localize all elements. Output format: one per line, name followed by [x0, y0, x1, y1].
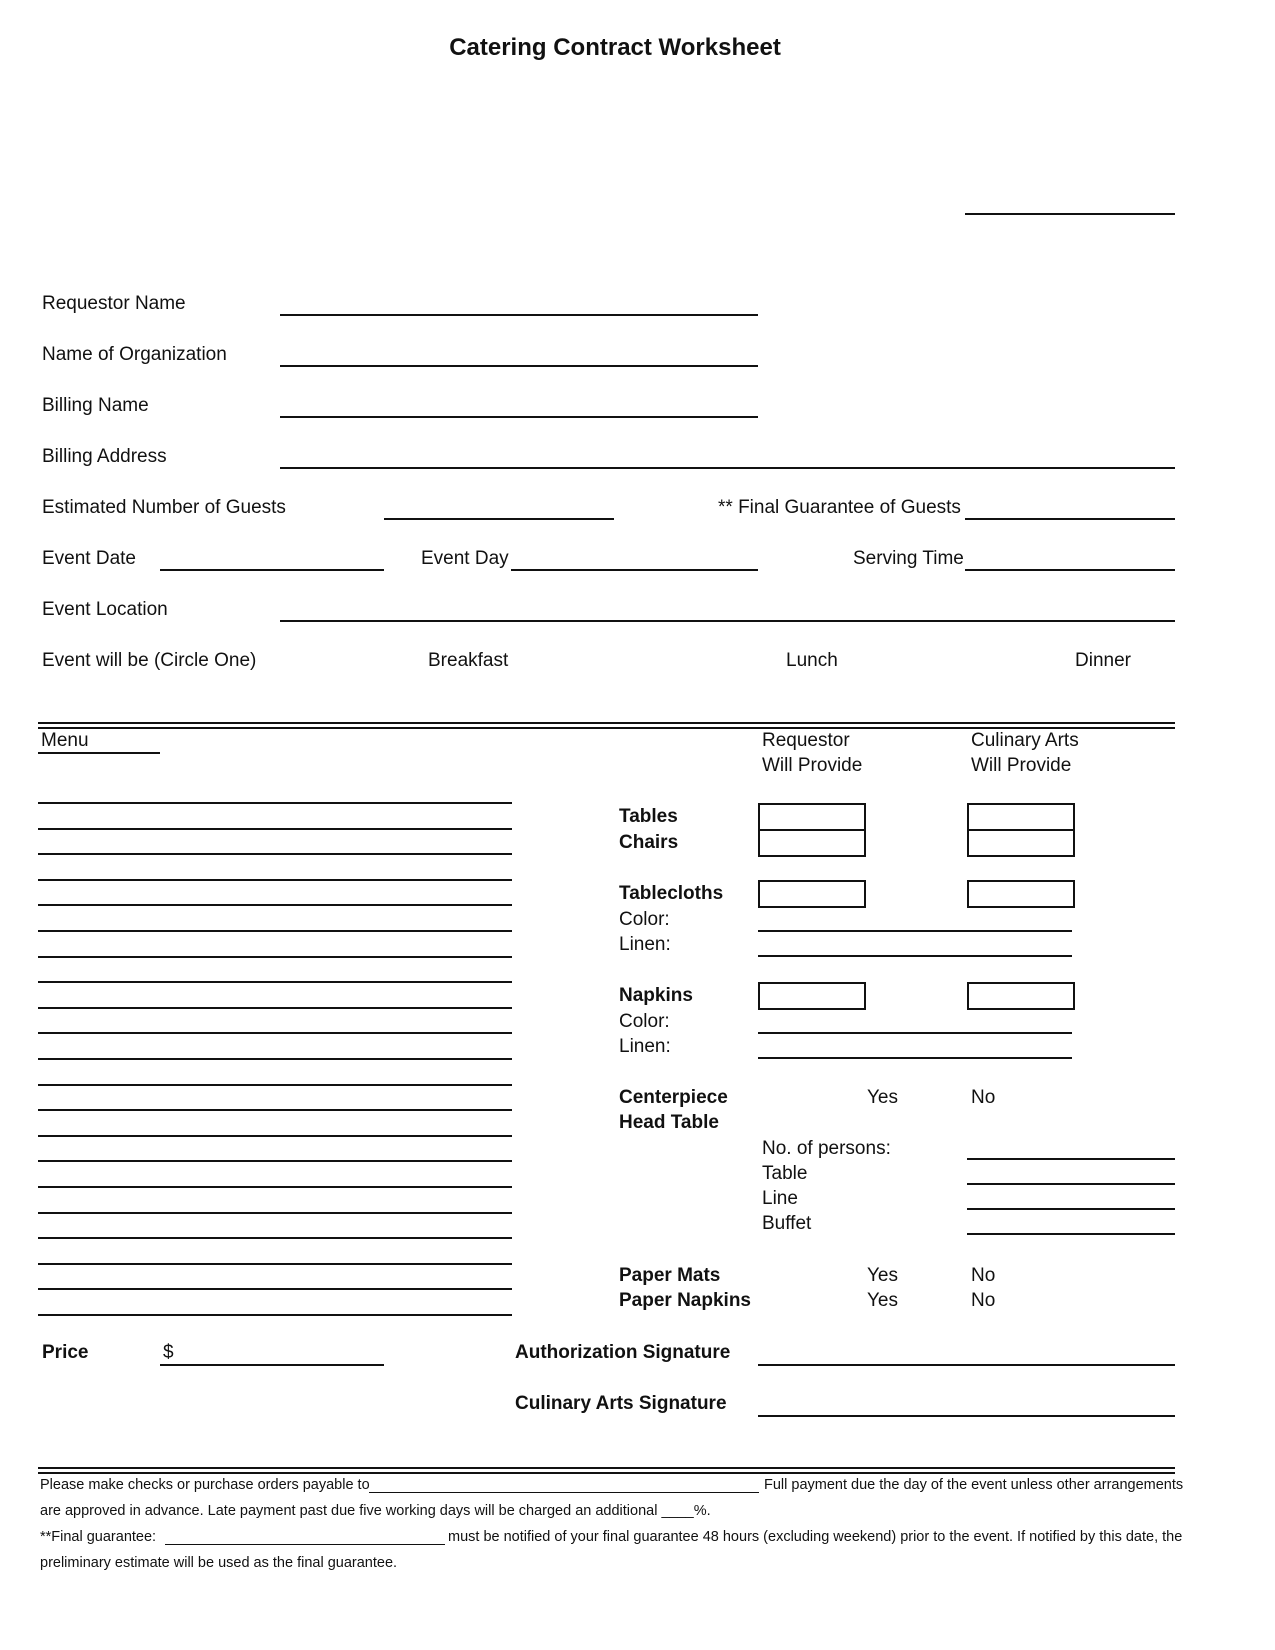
- billing-name-label: Billing Name: [42, 395, 149, 416]
- culinary-column-heading: Culinary Arts: [971, 730, 1079, 751]
- menu-entry-line[interactable]: [38, 956, 512, 958]
- chairs-requestor-box[interactable]: [758, 829, 866, 857]
- line-label: Line: [762, 1188, 798, 1209]
- estimated-guests-field[interactable]: [384, 518, 614, 520]
- menu-entry-line[interactable]: [38, 1058, 512, 1060]
- lunch-option[interactable]: Lunch: [786, 650, 838, 671]
- tablecloth-color-field[interactable]: [758, 930, 1072, 932]
- dinner-option[interactable]: Dinner: [1075, 650, 1131, 671]
- event-day-label: Event Day: [421, 548, 509, 569]
- section-divider: [38, 722, 1175, 724]
- menu-entry-line[interactable]: [38, 1109, 512, 1111]
- serving-time-label: Serving Time: [853, 548, 964, 569]
- footer-divider: [38, 1472, 1175, 1474]
- tables-culinary-box[interactable]: [967, 803, 1075, 831]
- footer-final-guarantee-label: **Final guarantee:: [40, 1529, 157, 1545]
- no-persons-field[interactable]: [967, 1158, 1175, 1160]
- section-divider: [38, 727, 1175, 729]
- chairs-label: Chairs: [619, 832, 679, 853]
- tablecloth-linen-field[interactable]: [758, 955, 1072, 957]
- chairs-culinary-box[interactable]: [967, 829, 1075, 857]
- menu-entry-line[interactable]: [38, 904, 512, 906]
- menu-entry-line[interactable]: [38, 930, 512, 932]
- top-right-blank[interactable]: [965, 213, 1175, 215]
- footer-payable-text: Please make checks or purchase orders payable to: [40, 1477, 370, 1493]
- menu-entry-line[interactable]: [38, 1084, 512, 1086]
- menu-entry-line[interactable]: [38, 1032, 512, 1034]
- tables-requestor-box[interactable]: [758, 803, 866, 831]
- billing-name-field[interactable]: [280, 416, 758, 418]
- menu-entry-line[interactable]: [38, 879, 512, 881]
- price-label: Price: [42, 1342, 89, 1363]
- paper-napkins-label: Paper Napkins: [619, 1290, 751, 1311]
- tables-label: Tables: [619, 806, 678, 827]
- napkin-linen-label: Linen:: [619, 1036, 671, 1057]
- requestor-column-heading: Will Provide: [762, 755, 863, 776]
- requestor-name-label: Requestor Name: [42, 293, 186, 314]
- paper-napkins-yes-option[interactable]: Yes: [867, 1290, 898, 1311]
- tablecloths-label: Tablecloths: [619, 883, 724, 904]
- page-title: Catering Contract Worksheet: [449, 34, 781, 61]
- footer-late-payment-text: are approved in advance. Late payment past due five working days will be charged an additional ____%.: [40, 1503, 711, 1519]
- menu-entry-line[interactable]: [38, 981, 512, 983]
- billing-address-label: Billing Address: [42, 446, 167, 467]
- menu-entry-line[interactable]: [38, 1263, 512, 1265]
- requestor-name-field[interactable]: [280, 314, 758, 316]
- menu-underline: [38, 752, 160, 754]
- event-date-label: Event Date: [42, 548, 136, 569]
- price-field[interactable]: [160, 1364, 384, 1366]
- table-field[interactable]: [967, 1183, 1175, 1185]
- authorization-signature-label: Authorization Signature: [515, 1342, 731, 1363]
- menu-entry-line[interactable]: [38, 802, 512, 804]
- menu-entry-line[interactable]: [38, 1212, 512, 1214]
- no-persons-label: No. of persons:: [762, 1138, 891, 1159]
- event-location-label: Event Location: [42, 599, 168, 620]
- breakfast-option[interactable]: Breakfast: [428, 650, 509, 671]
- napkin-color-field[interactable]: [758, 1032, 1072, 1034]
- buffet-label: Buffet: [762, 1213, 812, 1234]
- centerpiece-label: Centerpiece: [619, 1087, 728, 1108]
- culinary-signature-field[interactable]: [758, 1415, 1175, 1417]
- centerpiece-no-option[interactable]: No: [971, 1087, 996, 1108]
- napkins-requestor-box[interactable]: [758, 982, 866, 1010]
- event-day-field[interactable]: [511, 569, 758, 571]
- centerpiece-yes-option[interactable]: Yes: [867, 1087, 898, 1108]
- paper-napkins-no-option[interactable]: No: [971, 1290, 996, 1311]
- menu-entry-line[interactable]: [38, 1288, 512, 1290]
- tablecloths-requestor-box[interactable]: [758, 880, 866, 908]
- authorization-signature-field[interactable]: [758, 1364, 1175, 1366]
- menu-entry-line[interactable]: [38, 853, 512, 855]
- billing-address-field[interactable]: [280, 467, 1175, 469]
- tablecloth-linen-label: Linen:: [619, 934, 671, 955]
- paper-mats-yes-option[interactable]: Yes: [867, 1265, 898, 1286]
- line-field[interactable]: [967, 1208, 1175, 1210]
- footer-divider: [38, 1467, 1175, 1469]
- menu-entry-line[interactable]: [38, 1237, 512, 1239]
- tablecloths-culinary-box[interactable]: [967, 880, 1075, 908]
- napkins-label: Napkins: [619, 985, 693, 1006]
- head-table-label: Head Table: [619, 1112, 719, 1133]
- tablecloth-color-label: Color:: [619, 909, 670, 930]
- menu-entry-line[interactable]: [38, 828, 512, 830]
- buffet-field[interactable]: [967, 1233, 1175, 1235]
- serving-time-field[interactable]: [965, 569, 1175, 571]
- payable-to-field[interactable]: [369, 1492, 759, 1493]
- menu-entry-line[interactable]: [38, 1160, 512, 1162]
- organization-field[interactable]: [280, 365, 758, 367]
- menu-entry-line[interactable]: [38, 1186, 512, 1188]
- menu-heading: Menu: [41, 730, 89, 751]
- napkin-linen-field[interactable]: [758, 1057, 1072, 1059]
- footer-full-payment-text: Full payment due the day of the event unless other arrangements: [764, 1477, 1184, 1493]
- footer-notification-text: must be notified of your final guarantee 48 hours (excluding weekend) prior to the event. If notified by this date, the: [448, 1529, 1183, 1545]
- final-guarantee-field[interactable]: [965, 518, 1175, 520]
- final-guarantee-label: ** Final Guarantee of Guests: [718, 497, 961, 518]
- paper-mats-label: Paper Mats: [619, 1265, 721, 1286]
- menu-entry-line[interactable]: [38, 1007, 512, 1009]
- napkin-color-label: Color:: [619, 1011, 670, 1032]
- circle-one-label: Event will be (Circle One): [42, 650, 257, 671]
- culinary-signature-label: Culinary Arts Signature: [515, 1393, 727, 1414]
- menu-entry-line[interactable]: [38, 1314, 512, 1316]
- footer-preliminary-text: preliminary estimate will be used as the final guarantee.: [40, 1555, 398, 1571]
- culinary-column-heading: Will Provide: [971, 755, 1072, 776]
- requestor-column-heading: Requestor: [762, 730, 850, 751]
- event-date-field[interactable]: [160, 569, 384, 571]
- dollar-sign: $: [163, 1342, 174, 1363]
- organization-label: Name of Organization: [42, 344, 227, 365]
- final-guarantee-contact-field[interactable]: [165, 1544, 445, 1545]
- napkins-culinary-box[interactable]: [967, 982, 1075, 1010]
- table-label: Table: [762, 1163, 808, 1184]
- paper-mats-no-option[interactable]: No: [971, 1265, 996, 1286]
- estimated-guests-label: Estimated Number of Guests: [42, 497, 286, 518]
- event-location-field[interactable]: [280, 620, 1175, 622]
- menu-entry-line[interactable]: [38, 1135, 512, 1137]
